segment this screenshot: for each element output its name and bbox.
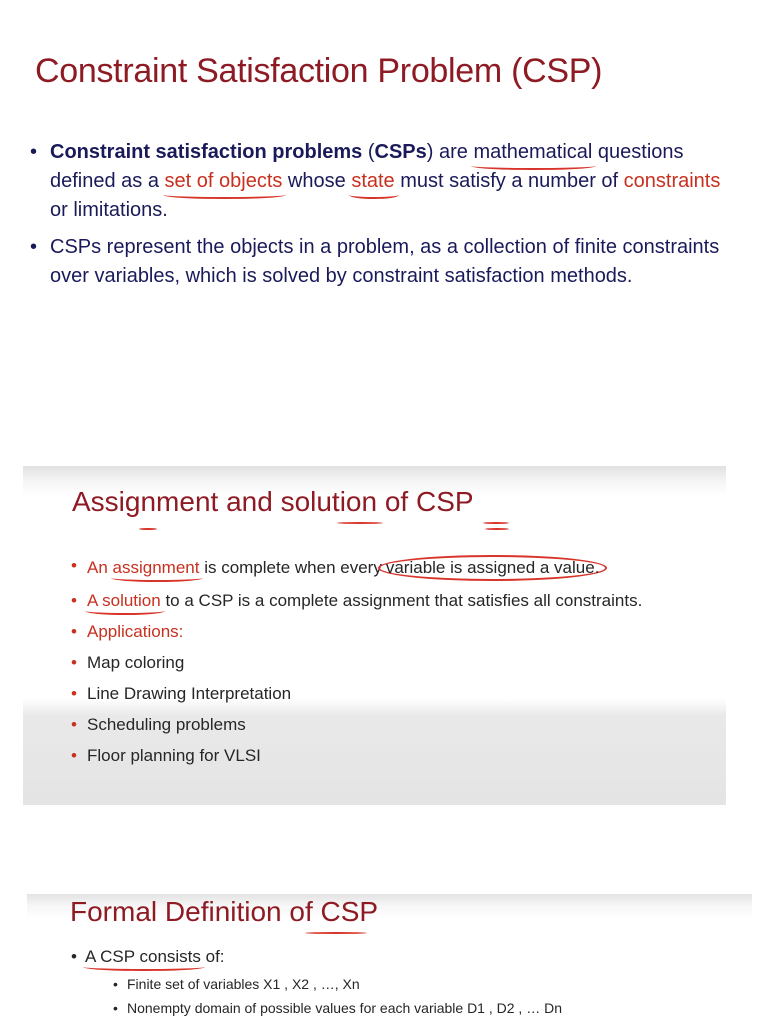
bullet-applications: • Applications: (71, 621, 711, 643)
sub-bullet-variables: • Finite set of variables X1 , X2 , …, Xn (113, 972, 731, 996)
bullet-csp-consists (71, 946, 731, 1020)
text-segment: must satisfy a number of (394, 170, 624, 192)
underlined-assignment: assignment (112, 558, 200, 577)
title-annotation-mark (483, 522, 509, 524)
slide-formal-definition (27, 894, 752, 1024)
highlight-constraints: constraints (623, 170, 721, 192)
underlined-a-solution: A solution (87, 591, 161, 610)
circled-variable-assigned: variable is assigned a value. (378, 555, 608, 581)
slide3-sub-list (113, 972, 731, 1020)
term-csps: CSPs (374, 141, 427, 163)
highlight-set-of-objects: set of objects (165, 167, 283, 196)
text-segment: of: (200, 947, 225, 966)
bullet-line-drawing: • Line Drawing Interpretation (71, 683, 711, 705)
slide3-title-text: Formal Definition of CSP (70, 896, 379, 927)
text-segment: to a CSP is a complete assignment that satisfies all constraints. (160, 591, 643, 610)
text-segment: is complete when every (199, 558, 382, 577)
text-segment: or limitations. (50, 199, 168, 221)
slide1-bullet-representation: • CSPs represent the objects in a problem, as a collection of finite constraints over variables, which is solved by constraint satisfaction methods. (30, 233, 730, 291)
text-segment: questions defined as a (50, 141, 684, 192)
slide2-bullet-list (71, 555, 711, 776)
title-annotation-mark (305, 932, 367, 934)
slide-assignment-and-solution (23, 466, 726, 805)
bullet-assignment (71, 555, 711, 581)
title-annotation-mark (485, 528, 509, 530)
bullet-solution (71, 590, 711, 612)
underlined-mathematical: mathematical (473, 138, 592, 167)
text-segment: whose (282, 170, 352, 192)
highlight-state: state (351, 167, 394, 196)
slide1-title: Constraint Satisfaction Problem (CSP) (35, 52, 603, 90)
slide3-title (70, 896, 378, 928)
slide3-bullet-list (71, 946, 731, 1020)
slide1-bullet-list (30, 138, 730, 299)
sub-bullet-domains: • Nonempty domain of possible values for each variable D1 , D2 , … Dn (113, 996, 731, 1020)
text-segment: ) are (426, 141, 474, 163)
term-csp-full: Constraint satisfaction problems (50, 141, 363, 163)
title-annotation-mark (337, 522, 383, 524)
slide1-bullet-definition (30, 138, 730, 225)
slide2-title: Assignment and solution of CSP (72, 486, 474, 517)
bullet-map-coloring: • Map coloring (71, 652, 711, 674)
text-segment: ( (362, 141, 375, 163)
underlined-a-csp-consists: A CSP consists (85, 947, 201, 966)
bullet-scheduling: • Scheduling problems (71, 714, 711, 736)
title-annotation-mark (139, 528, 157, 530)
text-segment: An (87, 558, 113, 577)
slide-constraint-satisfaction-problem (0, 0, 768, 440)
bullet-floor-planning: • Floor planning for VLSI (71, 745, 711, 767)
